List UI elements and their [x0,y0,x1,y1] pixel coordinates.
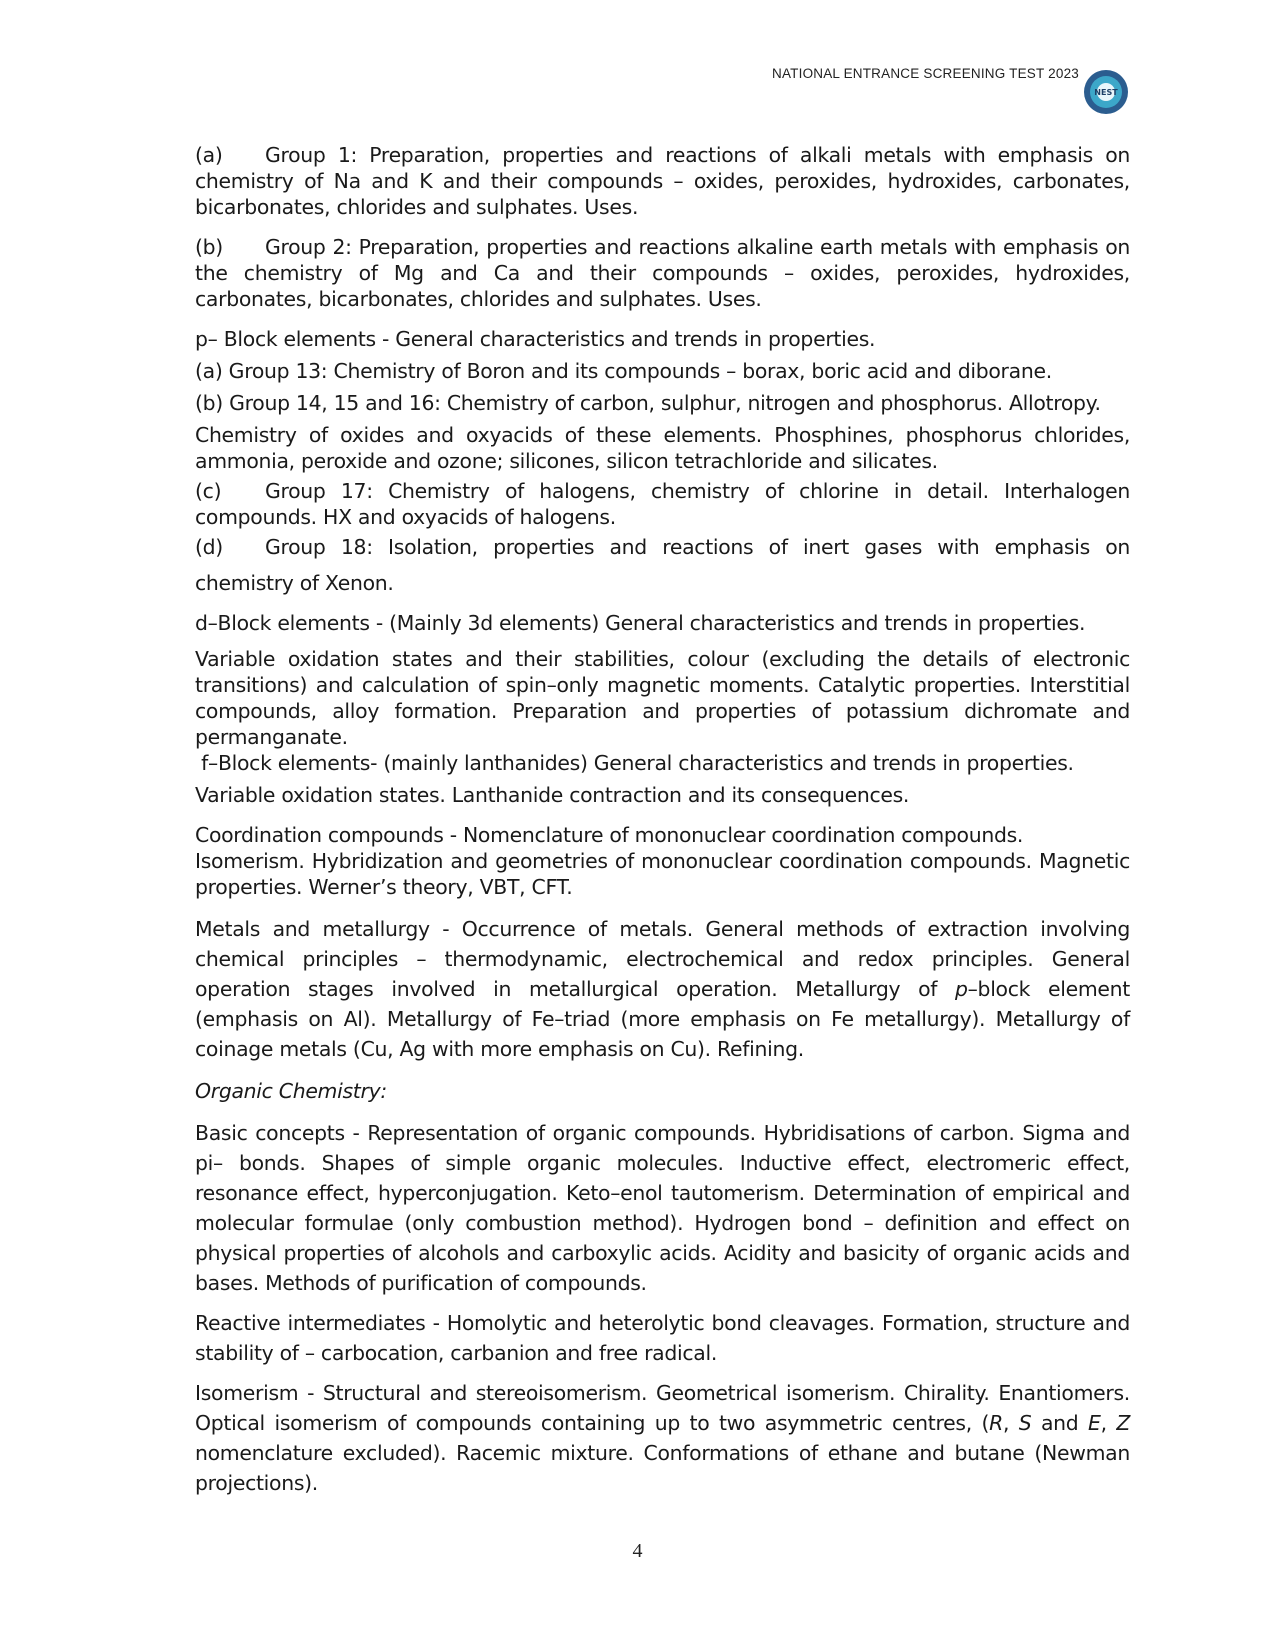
paragraph-group18: (d) Group 18: Isolation, properties and reactions of inert gases with emphasis on [195,535,1130,559]
item-label: (b) [195,235,223,259]
paragraph-group13: (a) Group 13: Chemistry of Boron and its compounds – borax, boric acid and diborane. [195,359,1052,383]
paragraph-oxides: Chemistry of oxides and oxyacids of these elements. Phosphines, phosphorus chlorides, ammonia, peroxide and ozone; silicones, silicon tetrachloride and silicates. [195,423,1130,473]
paragraph-group1: (a) Group 1: Preparation, properties and reactions of alkali metals with emphasis on chemistry of Na and K and their compounds – oxides, peroxides, hydroxides, carbonates, bicarbonates, chlorides and sulphates. Uses. [195,143,1130,219]
paragraph-group18-cont: chemistry of Xenon. [195,571,394,595]
paragraph-group14: (b) Group 14, 15 and 16: Chemistry of carbon, sulphur, nitrogen and phosphorus. Allotropy. [195,391,1101,415]
item-label: (d) [195,535,223,559]
paragraph-fblock: f–Block elements- (mainly lanthanides) General characteristics and trends in properties. [195,751,1074,775]
syllabus-content [195,142,1130,1498]
paragraph-group2: (b) Group 2: Preparation, properties and reactions alkaline earth metals with emphasis on the chemistry of Mg and Ca and their compounds – oxides, peroxides, hydroxides, carbonates, bicarbonates, chlorides and sulphates. Uses. [195,235,1130,311]
paragraph-reactive-intermediates: Reactive intermediates - Homolytic and heterolytic bond cleavages. Formation, structure and stability of – carbocation, carbanion and free radical. [195,1311,1130,1365]
paragraph-coordination: Coordination compounds - Nomenclature of mononuclear coordination compounds. [195,823,1024,847]
header-title: NATIONAL ENTRANCE SCREENING TEST 2023 [772,66,1079,81]
paragraph-lanthanide: Variable oxidation states. Lanthanide contraction and its consequences. [195,783,910,807]
paragraph-metallurgy: Metals and metallurgy - Occurrence of metals. General methods of extraction involving chemical principles – thermodynamic, electrochemical and redox principles. General operation stages involved in metallurgical operation. Metallurgy of p–block element (emphasis on Al). Metallurgy of Fe–triad (more emphasis on Fe metallurgy). Metallurgy of coinage metals (Cu, Ag with more emphasis on Cu). Refining. [195,917,1130,1061]
item-label: (a) [195,143,223,167]
paragraph-pblock: p– Block elements - General characteristics and trends in properties. [195,327,876,351]
paragraph-group17: (c) Group 17: Chemistry of halogens, chemistry of chlorine in detail. Interhalogen compounds. HX and oxyacids of halogens. [195,479,1130,529]
item-label: (c) [195,479,222,503]
page-number: 4 [632,1540,643,1562]
paragraph-dblock: d–Block elements - (Mainly 3d elements) General characteristics and trends in properties. [195,611,1086,635]
paragraph-isomerism: Isomerism - Structural and stereoisomerism. Geometrical isomerism. Chirality. Enantiomers. Optical isomerism of compounds containing up to two asymmetric centres, (R, S and E, Z nomenclature excluded). Racemic mixture. Conformations of ethane and butane (Newman projections). [195,1381,1130,1495]
paragraph-basic-concepts: Basic concepts - Representation of organic compounds. Hybridisations of carbon. Sigma and pi– bonds. Shapes of simple organic molecules. Inductive effect, electromeric effect, resonance effect, hyperconjugation. Keto–enol tautomerism. Determination of empirical and molecular formulae (only combustion method). Hydrogen bond – definition and effect on physical properties of alcohols and carboxylic acids. Acidity and basicity of organic acids and bases. Methods of purification of compounds. [195,1121,1130,1295]
nest-logo-icon [1082,68,1130,116]
paragraph-coordination-2: Isomerism. Hybridization and geometries of mononuclear coordination compounds. Magnetic properties. Werner’s theory, VBT, CFT. [195,849,1130,899]
paragraph-variable: Variable oxidation states and their stabilities, colour (excluding the details of electronic transitions) and calculation of spin–only magnetic moments. Catalytic properties. Interstitial compounds, alloy formation. Preparation and properties of potassium dichromate and permanganate. [195,647,1130,749]
heading-organic-chemistry: Organic Chemistry: [195,1079,387,1103]
logo-text: NEST [1094,88,1118,97]
